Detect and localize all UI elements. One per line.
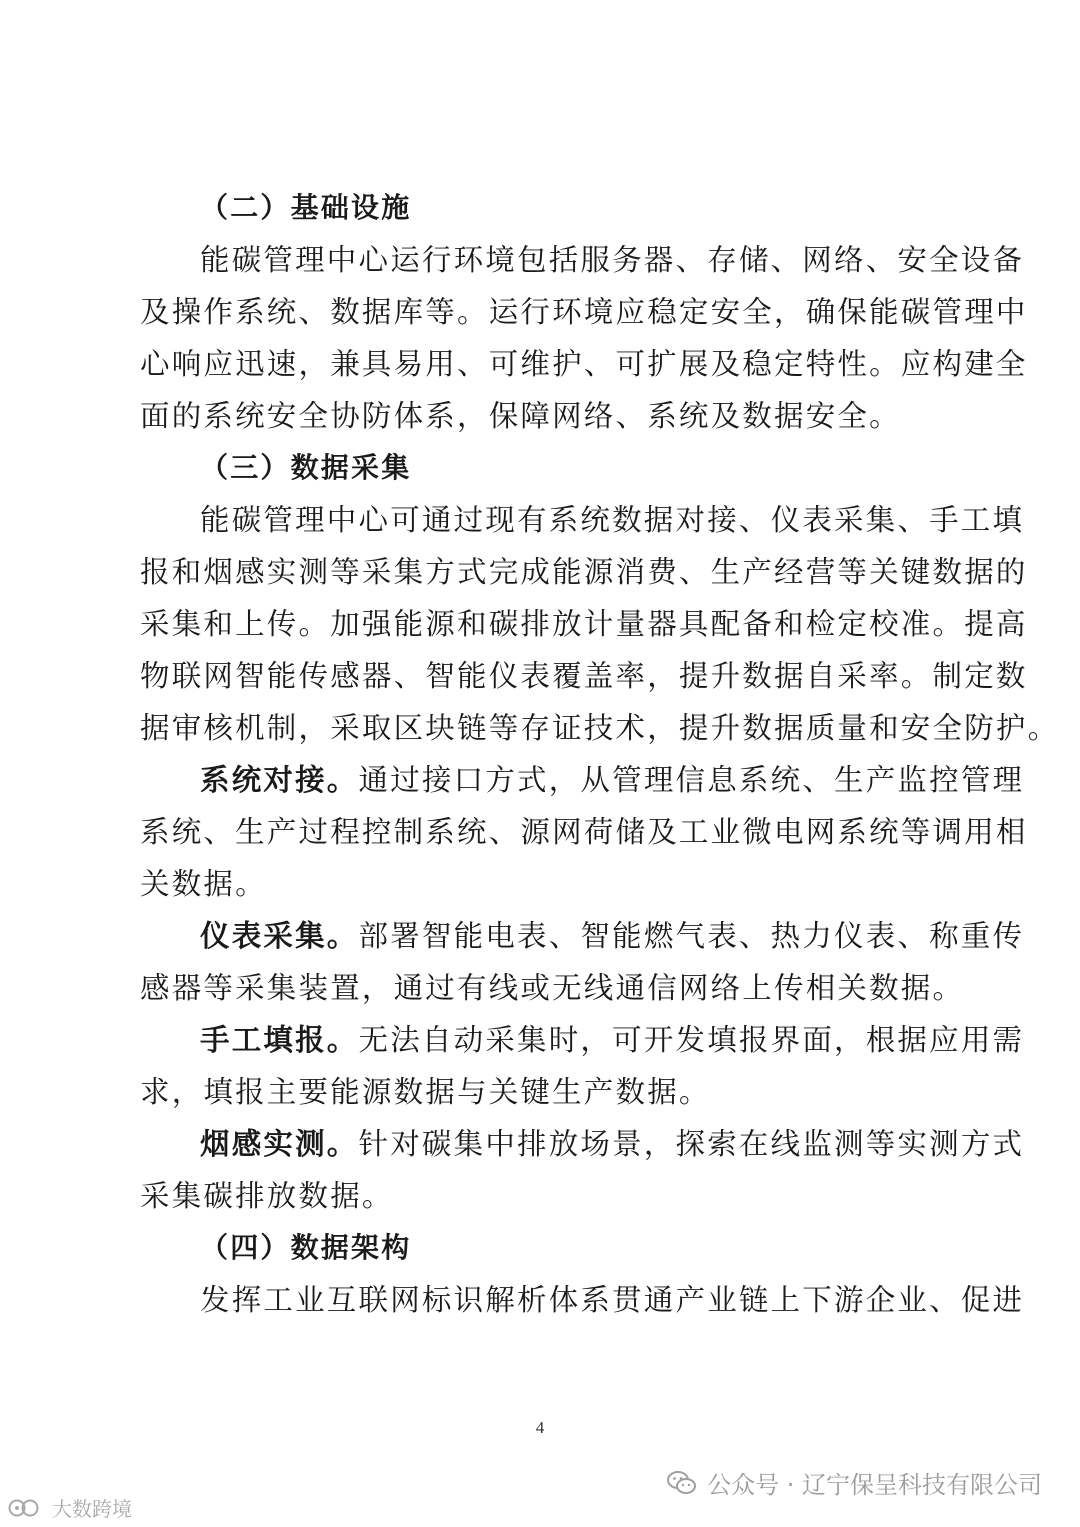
item-text: 针对碳集中排放场景，探索在线监测等实测方式 bbox=[358, 1127, 1025, 1161]
item-manual-entry bbox=[140, 1014, 1025, 1066]
item-term: 仪表采集。 bbox=[200, 919, 359, 953]
watermark-text: 大数跨境 bbox=[52, 1497, 132, 1521]
item-text: 通过接口方式，从管理信息系统、生产监控管理 bbox=[358, 763, 1025, 797]
section-heading-data-collection: （三）数据采集 bbox=[200, 451, 412, 484]
paragraph-line: 采集碳排放数据。 bbox=[140, 1179, 394, 1213]
item-flue-gas-measurement bbox=[140, 1118, 1025, 1170]
item-text: 部署智能电表、智能燃气表、热力仪表、称重传 bbox=[358, 919, 1025, 953]
item-term: 手工填报。 bbox=[200, 1023, 359, 1057]
paragraph-line: 物联网智能传感器、智能仪表覆盖率，提升数据自采率。制定数 bbox=[140, 659, 1028, 693]
item-text: 无法自动采集时，可开发填报界面，根据应用需 bbox=[358, 1023, 1025, 1057]
paragraph-line: 采集和上传。加强能源和碳排放计量器具配备和检定校准。提高 bbox=[140, 607, 1028, 641]
paragraph-line: 及操作系统、数据库等。运行环境应稳定安全，确保能碳管理中 bbox=[140, 295, 1028, 329]
paragraph-line: 面的系统安全协防体系，保障网络、系统及数据安全。 bbox=[140, 399, 901, 433]
section-heading-infrastructure: （二）基础设施 bbox=[200, 191, 412, 224]
paragraph-line: 能碳管理中心可通过现有系统数据对接、仪表采集、手工填 bbox=[200, 503, 1025, 537]
paragraph-line: 关数据。 bbox=[140, 867, 267, 901]
item-term: 系统对接。 bbox=[200, 763, 359, 797]
paragraph-line: 报和烟感实测等采集方式完成能源消费、生产经营等关键数据的 bbox=[140, 555, 1028, 589]
page-number: 4 bbox=[535, 1418, 545, 1437]
paragraph-line: 能碳管理中心运行环境包括服务器、存储、网络、安全设备 bbox=[200, 243, 1025, 277]
watermark-text: 公众号 · 辽宁保呈科技有限公司 bbox=[707, 1471, 1042, 1499]
paragraph-line: 据审核机制，采取区块链等存证技术，提升数据质量和安全防护。 bbox=[140, 711, 1060, 745]
document-body bbox=[140, 182, 1060, 1326]
item-system-integration bbox=[140, 754, 1025, 806]
site-watermark bbox=[8, 1493, 132, 1522]
paragraph-line: 求，填报主要能源数据与关键生产数据。 bbox=[140, 1075, 711, 1109]
paragraph-line: 心响应迅速，兼具易用、可维护、可扩展及稳定特性。应构建全 bbox=[140, 347, 1028, 381]
item-meter-collection bbox=[140, 910, 1025, 962]
wechat-watermark bbox=[667, 1465, 1042, 1500]
paragraph-line: 感器等采集装置，通过有线或无线通信网络上传相关数据。 bbox=[140, 971, 965, 1005]
wechat-icon bbox=[667, 1470, 697, 1496]
item-term: 烟感实测。 bbox=[200, 1127, 359, 1161]
paragraph-line: 发挥工业互联网标识解析体系贯通产业链上下游企业、促进 bbox=[200, 1283, 1025, 1317]
section-heading-data-architecture: （四）数据架构 bbox=[200, 1231, 412, 1264]
paragraph-line: 系统、生产过程控制系统、源网荷储及工业微电网系统等调用相 bbox=[140, 815, 1028, 849]
logo-icon bbox=[8, 1497, 46, 1519]
